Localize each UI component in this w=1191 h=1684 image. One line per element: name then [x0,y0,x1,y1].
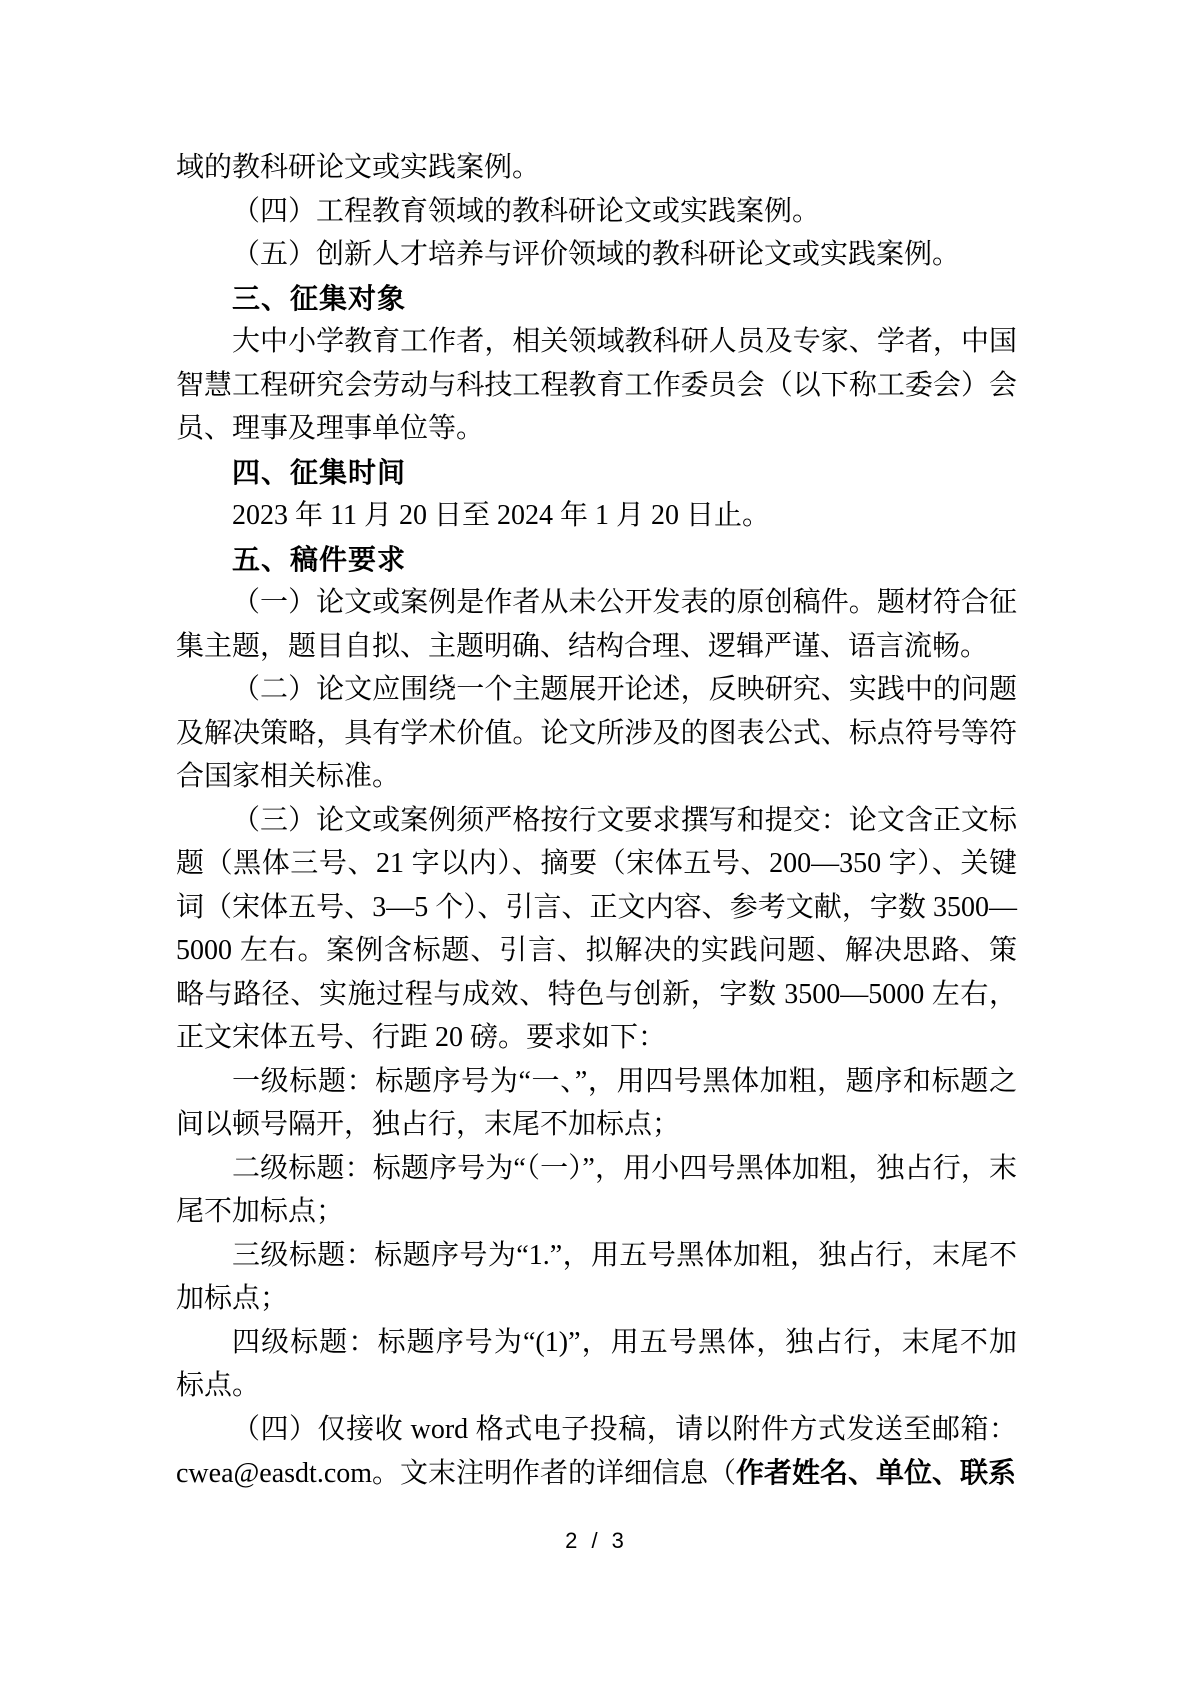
paragraph-heading-level-2-rule: 二级标题：标题序号为“（一）”，用小四号黑体加粗，独占行，末尾不加标点； [176,1152,1017,1227]
document-body [176,146,1017,1496]
paragraph-requirement-3: （三）论文或案例须严格按行文要求撰写和提交：论文含正文标题（黑体三号、21 字以内）、摘要（宋体五号、200—350 字）、关键词（宋体五号、3—5 个）、引言、正文内容、参考文献，字数 3500—5000 左右。案例含标题、引言、拟解决的实践问题、解决思路、策略与路径、实施过程与成效、特色与创新，字数 3500—5000 左右，正文宋体五号、行距 20 磅。要求如下： [176,804,1017,1053]
paragraph-heading-level-1-rule: 一级标题：标题序号为“一、”，用四号黑体加粗，题序和标题之间以顿号隔开，独占行，末尾不加标点； [176,1065,1017,1140]
page-footer [176,1526,1017,1556]
paragraph-item-4: （四）工程教育领域的教科研论文或实践案例。 [232,195,821,227]
paragraph-heading-level-3-rule: 三级标题：标题序号为“1.”，用五号黑体加粗，独占行，末尾不加标点； [176,1239,1017,1314]
paragraph-requirement-1: （一）论文或案例是作者从未公开发表的原创稿件。题材符合征集主题，题目自拟、主题明确、结构合理、逻辑严谨、语言流畅。 [176,587,1017,662]
submission-text: （四）仅接收 word 格式电子投稿，请以附件方式发送至邮箱：cwea@easdt.com。文末注明作者的详细信息（ [176,1413,1017,1489]
author-info-bold-text: 作者姓名、单位、联系 [736,1457,1017,1488]
page-number: 2 / 3 [565,1527,628,1553]
paragraph-heading-level-4-rule: 四级标题：标题序号为“(1)”，用五号黑体，独占行，末尾不加标点。 [176,1326,1017,1401]
paragraph-item-5: （五）创新人才培养与评价领域的教科研论文或实践案例。 [232,239,961,270]
paragraph-collection-targets: 大中小学教育工作者，相关领域教科研人员及专家、学者，中国智慧工程研究会劳动与科技工程教育工作委员会（以下称工委会）会员、理事及理事单位等。 [176,326,1017,444]
paragraph-requirement-2: （二）论文应围绕一个主题展开论述，反映研究、实践中的问题及解决策略，具有学术价值。论文所涉及的图表公式、标点符号等符合国家相关标准。 [176,674,1017,792]
paragraph-collection-time: 2023 年 11 月 20 日至 2024 年 1 月 20 日止。 [232,500,770,531]
paragraph-continuation: 域的教科研论文或实践案例。 [176,152,541,183]
section-heading-manuscript-requirements: 五、稿件要求 [232,543,407,575]
paragraph-requirement-4-submission [176,1408,1017,1496]
section-heading-collection-targets: 三、征集对象 [232,282,407,314]
section-heading-collection-time: 四、征集时间 [232,456,407,488]
